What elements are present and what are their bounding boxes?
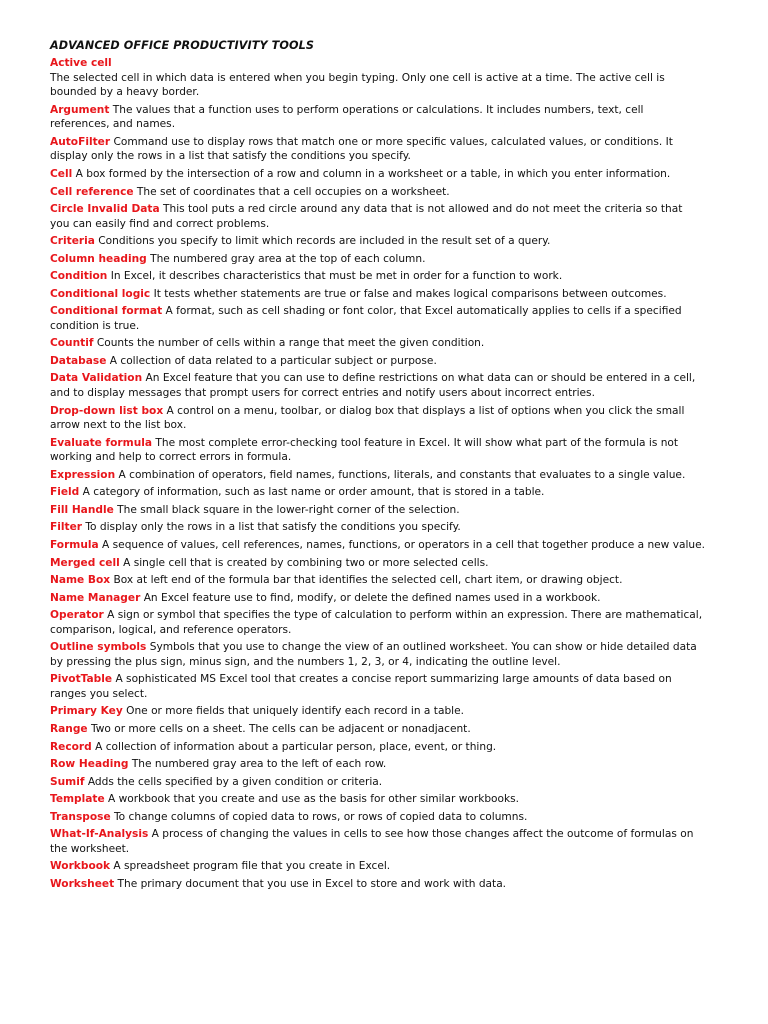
document-title: ADVANCED OFFICE PRODUCTIVITY TOOLS: [50, 39, 314, 52]
glossary-entry: [50, 234, 705, 249]
glossary-entry: [50, 672, 705, 701]
glossary-term: Range: [50, 723, 88, 735]
glossary-term: Name Manager: [50, 591, 141, 604]
glossary-term: Name Box: [50, 574, 111, 587]
glossary-entry: [50, 740, 705, 755]
glossary-term: Evaluate formula: [50, 436, 153, 449]
glossary-entry: [50, 722, 705, 737]
glossary-definition: This tool puts a red circle around any data that is not allowed and do not meet the criteria so that you can easily find and correct problems.: [50, 203, 683, 230]
glossary-definition: A single cell that is created by combining two or more selected cells.: [123, 556, 489, 569]
glossary-term: Workbook: [50, 860, 111, 873]
glossary-entry: [50, 538, 705, 553]
glossary-definition: A process of changing the values in cells to see how those changes affect the outcome of formulas on the worksheet.: [50, 828, 694, 855]
glossary-entry: [50, 56, 705, 100]
glossary-entry: [50, 468, 705, 483]
glossary-entry: [50, 640, 705, 669]
glossary-entry: [50, 775, 705, 790]
glossary-definition: A workbook that you create and use as the basis for other similar workbooks.: [108, 793, 520, 806]
glossary-definition: A collection of data related to a particular subject or purpose.: [109, 354, 437, 367]
glossary-term: Primary Key: [50, 705, 123, 718]
glossary-term: Worksheet: [50, 877, 115, 890]
glossary-term: Active cell: [50, 57, 112, 69]
glossary-definition: A sophisticated MS Excel tool that creates a concise report summarizing large amounts of data based on ranges you select.: [50, 673, 672, 700]
glossary-term: Drop-down list box: [50, 404, 164, 417]
glossary-term: Row Heading: [50, 758, 129, 771]
glossary-definition: Conditions you specify to limit which records are included in the result set of a query.: [98, 235, 551, 248]
glossary-entry: [50, 336, 705, 351]
glossary-term: PivotTable: [50, 673, 113, 686]
glossary-term: Sumif: [50, 775, 85, 788]
glossary-definition: The numbered gray area at the top of each column.: [150, 252, 426, 265]
glossary-definition: To change columns of copied data to rows, or rows of copied data to columns.: [114, 810, 528, 823]
glossary-entry: [50, 135, 705, 164]
glossary-term: Conditional logic: [50, 287, 151, 300]
glossary-definition: The set of coordinates that a cell occupies on a worksheet.: [136, 185, 450, 198]
glossary-term: AutoFilter: [50, 135, 111, 148]
glossary-definition: One or more fields that uniquely identify each record in a table.: [126, 705, 464, 718]
glossary-definition: Command use to display rows that match one or more specific values, calculated values, or conditions. It display only the rows in a list that satisfy the conditions you specify.: [50, 135, 673, 163]
glossary-term: Database: [50, 354, 107, 367]
glossary-definition: Adds the cells specified by a given condition or criteria.: [87, 775, 383, 788]
glossary-term: Transpose: [50, 810, 111, 823]
glossary-term: Condition: [50, 270, 108, 283]
glossary-term: Cell: [50, 167, 73, 180]
glossary-entry: [50, 877, 705, 892]
glossary-definition: An Excel feature use to find, modify, or delete the defined names used in a workbook.: [143, 591, 601, 604]
glossary-term: Outline symbols: [50, 641, 147, 654]
glossary-entry: [50, 573, 705, 588]
glossary-entry: [50, 859, 705, 874]
glossary-definition: A collection of information about a particular person, place, event, or thing.: [95, 740, 497, 753]
glossary-term: Record: [50, 740, 92, 753]
glossary-definition: An Excel feature that you can use to define restrictions on what data can or should be entered in a cell, and to display messages that prompt users for correct entries and notify users about incorrect entries.: [50, 372, 696, 400]
glossary-definition: Counts the number of cells within a range that meet the given condition.: [96, 337, 485, 350]
glossary-entry: [50, 757, 705, 772]
glossary-entry: [50, 252, 705, 267]
glossary-definition: A combination of operators, field names, functions, literals, and constants that evaluates to a single value.: [118, 468, 686, 481]
glossary-entry: [50, 202, 705, 231]
glossary-definition: It tests whether statements are true or false and makes logical comparisons between outcomes.: [153, 287, 667, 300]
glossary-entry: [50, 304, 705, 333]
glossary-definition: To display only the rows in a list that satisfy the conditions you specify.: [85, 521, 461, 534]
glossary-term: Template: [50, 793, 105, 806]
glossary-definition: The most complete error-checking tool feature in Excel. It will show what part of the formula is not working and help to correct errors in formula.: [50, 436, 679, 464]
glossary-term: Conditional format: [50, 305, 163, 318]
glossary-term: Criteria: [50, 235, 95, 248]
glossary-entry: [50, 436, 705, 465]
glossary-definition: In Excel, it describes characteristics that must be met in order for a function to work.: [110, 270, 563, 283]
glossary-term: Formula: [50, 538, 99, 551]
glossary-entry: [50, 608, 705, 637]
glossary-term: Fill Handle: [50, 503, 114, 516]
glossary-entry: [50, 520, 705, 535]
glossary-term: Circle Invalid Data: [50, 203, 160, 216]
glossary-term: Cell reference: [50, 185, 134, 198]
glossary-entry: [50, 556, 705, 571]
glossary-entry: [50, 485, 705, 500]
document-page: [50, 38, 705, 894]
glossary-definition: The numbered gray area to the left of each row.: [131, 758, 387, 771]
glossary-entry: [50, 810, 705, 825]
glossary-term: Expression: [50, 468, 116, 481]
glossary-definition: The primary document that you use in Excel to store and work with data.: [117, 877, 507, 890]
glossary-definition: A format, such as cell shading or font color, that Excel automatically applies to cells if a specified condition is true.: [50, 305, 682, 332]
glossary-definition: The small black square in the lower-right corner of the selection.: [117, 503, 460, 516]
glossary-entry: [50, 591, 705, 606]
glossary-entry: [50, 167, 705, 182]
glossary-entry: [50, 827, 705, 856]
glossary-definition: A category of information, such as last name or order amount, that is stored in a table.: [82, 486, 545, 499]
glossary-definition: The values that a function uses to perform operations or calculations. It includes numbers, text, cell references, and names.: [50, 103, 644, 131]
glossary-term: Countif: [50, 337, 94, 350]
glossary-entry: [50, 792, 705, 807]
glossary-term: What-If-Analysis: [50, 828, 149, 841]
glossary-term: Field: [50, 486, 80, 499]
glossary-definition: Symbols that you use to change the view of an outlined worksheet. You can show or hide detailed data by pressing the plus sign, minus sign, and the numbers 1, 2, 3, or 4, indicating the outline level.: [50, 641, 697, 668]
glossary-definition: A box formed by the intersection of a row and column in a worksheet or a table, in which you enter information.: [75, 167, 671, 180]
glossary-entry: [50, 404, 705, 433]
glossary-term: Column heading: [50, 252, 147, 265]
glossary-entry: [50, 371, 705, 400]
glossary-term: Merged cell: [50, 556, 120, 569]
glossary-entry: [50, 103, 705, 132]
glossary-term: Data Validation: [50, 372, 143, 385]
glossary-definition: Box at left end of the formula bar that identifies the selected cell, chart item, or drawing object.: [113, 574, 623, 587]
glossary-definition: A spreadsheet program file that you create in Excel.: [113, 860, 391, 873]
glossary-entry: [50, 287, 705, 302]
glossary-entry: [50, 354, 705, 369]
glossary-entry: [50, 185, 705, 200]
glossary-term: Argument: [50, 103, 110, 116]
glossary-definition: A sequence of values, cell references, names, functions, or operators in a cell that together produce a new value.: [102, 538, 706, 551]
glossary-entry: [50, 704, 705, 719]
glossary-definition: A sign or symbol that specifies the type of calculation to perform within an expression. There are mathematical, comparison, logical, and reference operators.: [50, 609, 703, 636]
glossary-definition: Two or more cells on a sheet. The cells can be adjacent or nonadjacent.: [91, 723, 471, 735]
glossary-entry: [50, 269, 705, 284]
glossary-entry: [50, 503, 705, 518]
glossary-definition: The selected cell in which data is entered when you begin typing. Only one cell is active at a time. The active cell is bounded by a heavy border.: [50, 71, 665, 99]
glossary-definition: A control on a menu, toolbar, or dialog box that displays a list of options when you click the small arrow next to the list box.: [50, 404, 685, 432]
glossary-term: Filter: [50, 521, 82, 534]
glossary-term: Operator: [50, 609, 104, 622]
